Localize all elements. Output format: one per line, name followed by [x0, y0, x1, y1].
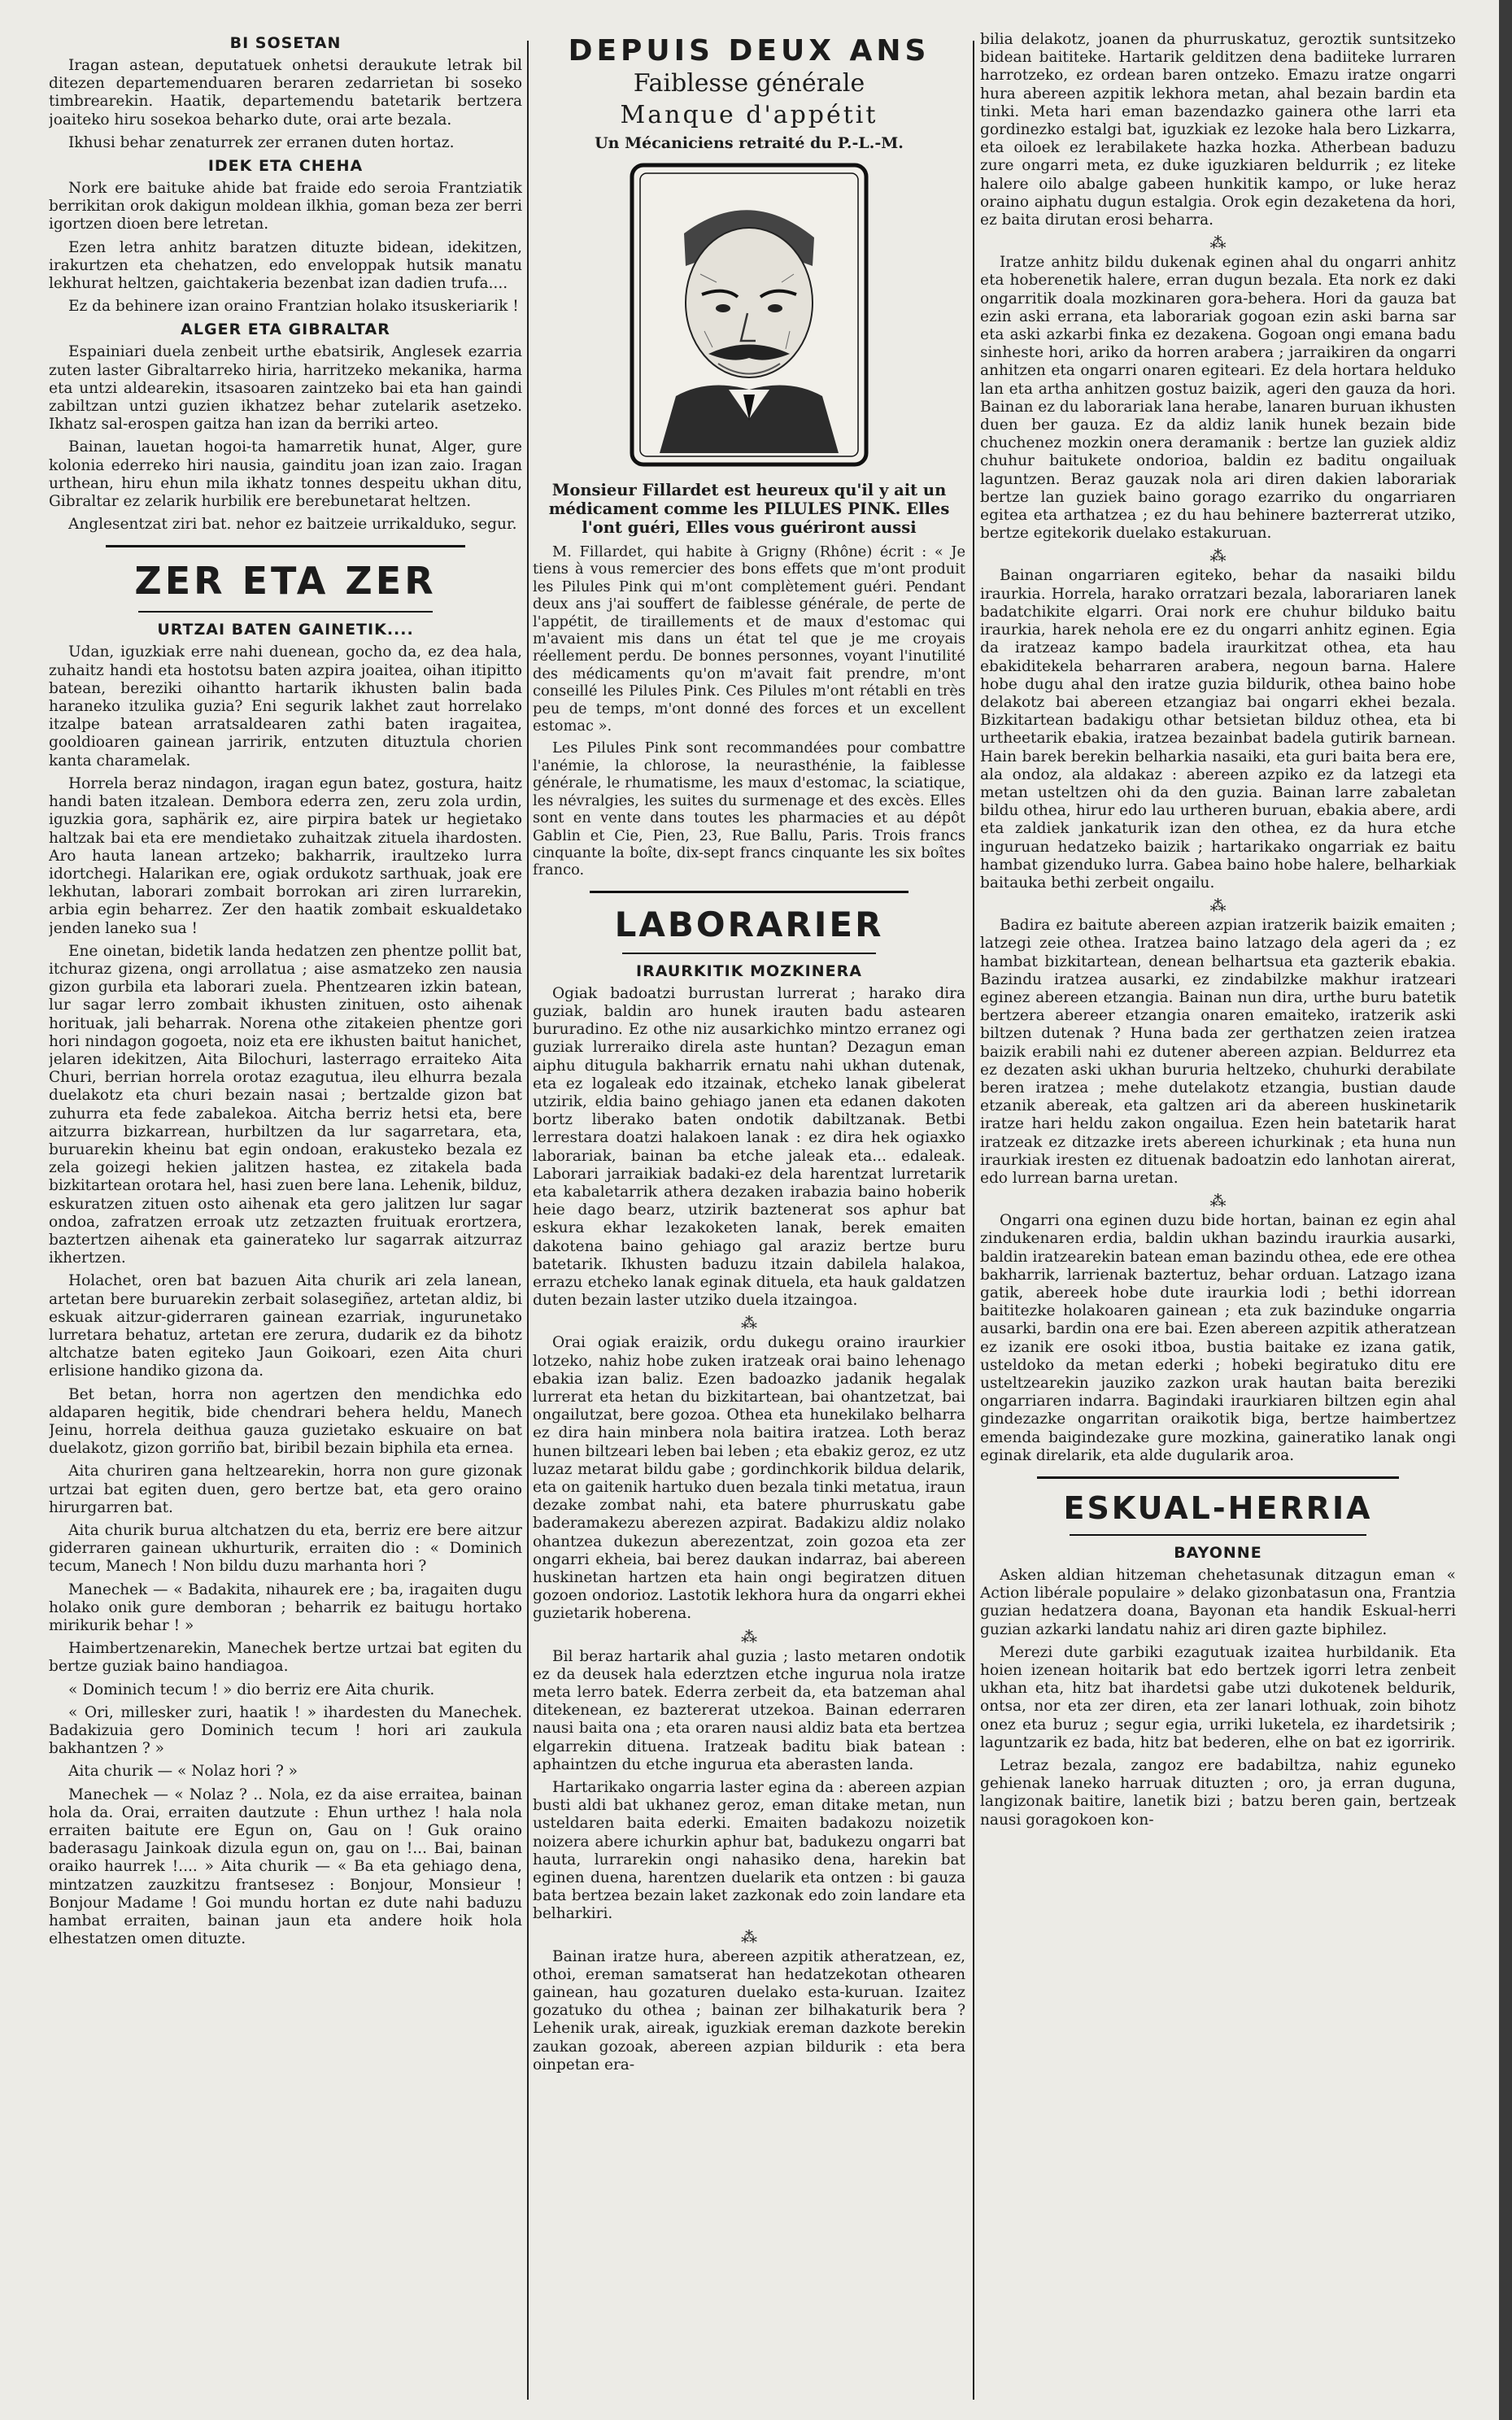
article-urtzai [49, 643, 522, 1948]
section-divider [1070, 1534, 1366, 1536]
paragraph: Bainan, lauetan hogoi-ta hamarretik hunat, Alger, gure kolonia ederreko hiri nausia, gainditu joan izan zaio. Iragan urthean, hiru ehun mila ikhatz tonnes despeitu ukhan ditu, Gibraltar ez zelarik hurbilik ere berebunetarat heltzen. [49, 438, 522, 511]
article-bi-sosetan [49, 57, 522, 152]
paragraph: Iragan astean, deputatuek onhetsi deraukute letrak bil ditezen departemenduaren beraren zedarrietan bi soseko timbrearekin. Haatik, departemendu batetarik bertzera joaiteko hiru sosekoa beharko dute, orai arte bezala. [49, 57, 522, 129]
headline-iraurkitik: IRAURKITIK MOZKINERA [636, 961, 862, 980]
paragraph: Bet betan, horra non agertzen den mendichka edo aldaparen hegitik, bide chendrari behera heldu, Manech Jeinu, horrela deithua gauza guzietako eskuaire on bat duelakotz, gizon gorriño bat, biribil bezain biphila eta ernea. [49, 1385, 522, 1458]
paragraph: Badira ez baitute abereen azpian iratzerik baizik emaiten ; latzegi zeie othea. Iratzea baino latzago dela ageri da ; ez hambat bizkitartean, denean belhartsua eta gazterik ebakia. Bazindu iratzea ausarki, ez zindabilzke makhur iratzeari eginez abereen etzangia. Bainan nun dira, urthe buru batetik bertzera abereer etzangia onaren emaiteko, iratzerik aski biltzen dutenak ? Huna bada zer gerthatzen zeien iratzea baizik erabili nahi ez dutener abereen azpian. Beldurrez eta ez dezaten aski ukhan bururia heltzeko, chuhurki derabilate beren iratzea ; mehe dutelakotz etzangia, bustian daude etzanik abereak, eta galtzen ari da abereen huskinetarik iratze hari heldu zakon ongailua. Ezen hein batetarik harat iratzeak ez ditzazke irets abereen ichurkinak ; eta huna nun iraurkiak iresten ez dituenak badoatzin edo lanhotan airerat, edo lurrean barna uretan. [980, 917, 1456, 1187]
paragraph: « Ori, millesker zuri, haatik ! » ihardesten du Manechek. Badakizuia gero Dominich tecum ! hori ari zaukula bakhantzen ? » [49, 1703, 522, 1758]
article-bayonne [980, 1567, 1456, 1829]
article-laborarier-continued [980, 31, 1456, 1465]
paragraph: Les Pilules Pink sont recommandées pour combattre l'anémie, la chlorose, la neurasthénie, la faiblesse générale, le rhumatisme, les maux d'estomac, la sciatique, les névralgies, les suites du surmenage et des excès. Elles sont en vente dans toutes les pharmacies et au dépôt Gablin et Cie, Pien, 23, Rue Ballu, Paris. Trois francs cinquante la boîte, dix-sept francs cinquante les six boîtes franco. [533, 739, 965, 879]
paragraph: Espainiari duela zenbeit urthe ebatsirik, Anglesek ezarria zuten laster Gibraltarreko hiria, harritzeko mekanika, harma eta untzi aldearekin, itsasoaren zaintzeko bai eta han gaindi zabiltzan untzi guzien ikhatzez behar zutelarik asetzeko. Ikhatz sal-erospen gaitza han izan da berriki arteo. [49, 343, 522, 434]
paragraph: Ez da behinere izan oraino Frantzian holako itsuskeriarik ! [68, 298, 519, 316]
column-middle [533, 31, 965, 2410]
paragraph: Aita churik — « Nolaz hori ? » [68, 1763, 298, 1781]
ad-tagline: Un Mécaniciens retraité du P.-L.-M. [595, 134, 904, 152]
asterism: ⁂ [1209, 896, 1227, 916]
paragraph: Merezi dute garbiki ezagutuak izaitea hurbildanik. Eta hoien izenean hoitarik bat edo bertzek igorri letra zenbeit ukhan eta, hitz bat ihardetsi gabe utzi dukotenek beldurik, ontsa, nor eta zer diren, eta zer lanari lothuak, zoin bihotz onez eta buruz ; segur egia, urriki luketela, ez ihardetsirik ; laguntzarik ez bada, hitz bat bederen, elhe on bat ez igorririk. [980, 1643, 1456, 1751]
paragraph: Asken aldian hitzeman chehetasunak ditzagun eman « Action libérale populaire » delako gizonbatasun ona, Frantzia guzian hedatzera doana, Bayonan eta handik Eskual-herri guzian azkarki landatu nahiz ari diren gazte biphilez. [980, 1567, 1456, 1638]
paragraph: Bainan iratze hura, abereen azpitik atheratzean, ez, othoi, ereman samatserat han hedatzekotan othearen gainean, hau gozaturen duelako esta-kuruan. Izaitez gozatuko du othea ; bainan zer bilhakaturik bera ? Lehenik urak, aireak, iguzkiak ereman dazkote berekin zaukan gozoak, abereen azpian bildurik : eta bera oinpetan era- [533, 1947, 965, 2073]
column-rule [973, 41, 974, 2400]
paragraph: Aita churiren gana heltzearekin, horra non gure gizonak urtzai bat egiten duen, gero bertze bat, eta gero oraino hirurgarren bat. [49, 1463, 522, 1516]
section-divider [622, 953, 876, 954]
column-right [980, 31, 1456, 2410]
paragraph: Ogiak badoatzi burrustan lurrerat ; harako dira guziak, baldin aro hunek irauten badu astearen bururadino. Ez othe niz ausarkichko mintzo erranez ogi guziak lurreraiko direla aste huntan? Dezagun eman aiphu ditugula bakharrik ernatu nahi ukhan dutenak, eta ez logaleak edo itzainak, etcheko lanak gibelerat utzirik, eldia baino gehiago janen eta edanen dakoten bortz liberako baten ondotik dabiltzanak. Betbi lerrestara doatzi halakoen lanak : ez dira hek ogiaxko laborariak, bainan ba etche jaleak eta... edaleak. Laborari jarraikiak badaki-ez dela harentzat lurretarik eta kabaletarrik athera dezaken irabazia baino hoberik heie dago bearz, utzirik baztenerat sos aphur bat eskura ekhar lezakoketen lanak, berek emaiten dakotena baino gehiago gal araziz bertze buru batetarik. Ikhusten baduzu itzain dabilela halakoa, errazu etcheko lanak eginak dituela, eta hauk galdatzen duten bezain laster utziko duela itzaingoa. [533, 984, 965, 1310]
section-divider [590, 891, 909, 893]
paragraph: Orai ogiak eraizik, ordu dukegu oraino iraurkier lotzeko, nahiz hobe zuken iratzeak orai baino lehenago ebakia izan baliz. Ezen badoazko jadanik hegalak lurrerat eta hetan du bizkitartean, bai ohantzetzat, bai ongailutzat, bere gozoa. Othea eta hunekilako belharra ez dira hain minbera nola baitira iratzea. Loth beraz hunen biltzeari leben bai leben ; eta ebakiz geroz, ez utz luzaz metarat bildu gabe ; gordinchkorik bildua delarik, eta on gaitenik hartuko duen bezala tinki metatua, iraun dezake zombat nahi, eta batere phurruskatu gabe baderamakezu aberezen azpirat. Badakizu aldiz nolako ohantzea dukezun aberezentzat, zoin gozoa eta zer ongarri ekheia, bai berez daukan indarraz, bai abereen huskinetan hartzen eta hain ongi begiratzen dituen gozoen ondorioz. Lastotik lekhora hura da ongarri ekhei guzietarik hoberena. [533, 1334, 965, 1623]
ad-headline: DEPUIS DEUX ANS [568, 34, 930, 68]
paragraph: Ezen letra anhitz baratzen dituzte bidean, idekitzen, irakurtzen eta chehatzen, edo enveloppak hutsik manatu lekhurat heltzen, gaichtakeria bezenbat izan dadien trufa.... [49, 238, 522, 293]
paragraph: Letraz bezala, zangoz ere badabiltza, nahiz eguneko gehienak laneko harruak dituzten ; oro, ja erran duguna, langizonak baitire, lanetik bizi ; batzu beren gain, bertzeak nausi goragokoen kon- [980, 1757, 1456, 1829]
paragraph: Hartarikako ongarria laster egina da : abereen azpian busti aldi bat ukhanez geroz, eman ditake metan, nun usteldaren baita ederki. Emaiten badakozu noizetik noizera abere ichurkin aphur bat, badukezu ongarri bat hauta, lurrarekin ongi nahasiko dena, harekin bat eginen duena, harentzen duelarik eta ontzen : bi gauza bata bertzea bezain laket zazkonak edo zoin landare eta belharkiri. [533, 1779, 965, 1923]
paragraph: Ikhusi behar zenaturrek zer erranen duten hortaz. [68, 133, 455, 151]
paragraph: Ene oinetan, bidetik landa hedatzen zen phentze pollit bat, itchuraz gizena, ongi arrollatua ; aise asmatzeko zen nausia gizon gurbila eta laborari zuela. Phentzearen izkin batean, lur sagar lerro zombait ikhusten zinituen, osto aihenak horituak, jali beharrak. Norena othe zitakeien phentze gori hori nindagon gogoeta, noiz eta ere ikhusten baitut hanichet, jelaren idekitzen, Aita Bilochuri, lasterrago erraiteko Aita Churi, berrian horrela orotaz ezagutua, ileu elhurra bezala duelakotz eta churi bezain nasai ; bertzalde gizon bat zuhurra eta fede zabalekoa. Aitcha berriz hetsi eta, bere aitzurra bizkarrean, hurbiltzen da lur sagarretara, eta, buruarekin kheinu bat egin ondoan, erakusteko bezala ez zela goizegi hekien jalitzen hastea, ez zitakela bada bizkitartean orotara hel, hasi zuen bere lana. Lehenik, bilduz, eskuratzen zituen osto aihenak eta gero jalitzen lur sagar ondoa, zafratzen erroak utz zetzazten fruituak erortzera, baztertzen aihenak eta gainerateko lur sagarrak aitzurraz ikhertzen. [49, 942, 522, 1267]
article-idek [49, 180, 522, 316]
asterism: ⁂ [741, 1313, 757, 1333]
column-rule [527, 41, 529, 2400]
section-title-eskual-herria: ESKUAL-HERRIA [1063, 1490, 1373, 1527]
paragraph: M. Fillardet, qui habite à Grigny (Rhône) écrit : « Je tiens à vous remercier des bons effets que m'ont produit les Pilules Pink qui m'ont complètement guéri. Pendant deux ans j'ai souffert de faiblesse générale, de perte de l'appétit, de tiraillements et de maux d'estomac qui m'avaient mis dans un état tel que je me croyais réellement perdu. De bonnes personnes, voyant l'inutilité des médicaments qu'on m'avait fait prendre, m'ont conseillé les Pilules Pink. Ces Pilules m'ont rétabli en très peu de temps, m'ont donné des forces et un excellent estomac ». [533, 543, 965, 735]
paragraph: Aita churik burua altchatzen du eta, berriz ere bere aitzur giderraren gainean ukhurturik, erraiten dio : « Dominich tecum, Manech ! Non bildu duzu marhanta hori ? [49, 1522, 522, 1576]
headline-alger-eta-gibraltar: ALGER ETA GIBRALTAR [181, 320, 390, 339]
article-laborarier [533, 985, 965, 2074]
asterism: ⁂ [1209, 1191, 1227, 1211]
asterism: ⁂ [741, 1626, 757, 1646]
advertisement-pilules-pink [533, 34, 965, 879]
paragraph: bilia delakotz, joanen da phurruskatuz, geroztik suntsitzeko bidean baititeke. Hartarik gelditzen dena badiiteke lurraren harrotzeko, ez ordean baren ontzeko. Emazu iratze ongarri hura abereen azpitik lekhora metan, ahal bezain bardin eta tinki. Meta hari eman bazendazko gainera othe larri eta gordinezko estalgi bat, iguzkiak ez lezoke hala bero Lizkarra, eta oiloek ez lerabilakete hazka hozka. Atherbean baduzu zure ongarri meta, ez duke iguzkiaren beldurrik ; ez liteke halere oilo abalge gabeen hunkitik kampo, or luke heraz oraino aiphatu dugun estalgia. Orok egin dezaketena da hori, ez baita dirutan erosi beharra. [980, 31, 1456, 229]
column-left [49, 31, 522, 2410]
article-alger [49, 343, 522, 534]
paragraph: Holachet, oren bat bazuen Aita churik ari zela lanean, artetan bere buruarekin zerbait solasegiñez, artetan aldiz, bi eskuak aitzur-giderraren gainean ezarriak, ingurunetako lurretara behatuz, artetan ere zerura, dudarik ez da bihotz altchatze baten egiteko Jaun Goikoari, ezen Aita churi erlisione handiko gizona da. [49, 1272, 522, 1380]
ad-body [533, 543, 965, 879]
paragraph: Horrela beraz nindagon, iragan egun batez, gostura, haitz handi baten itzalean. Dembora ederra zen, zeru zola urdin, iguzkia gora, saphärik ez, aire pirpira batek ur hegietako haltzak bai eta ere mendietako zuhaitzak zituela ihardosten. Aro hauta lanean artzeko; bakharrik, iraultzeko lurra idortchegi. Halarikan ere, ogiak ordukotz sarthuak, joak ere lekhutan, laborari zombait borrokan ari ziren lurrarekin, arbia egin beharrez. Zer den haatik zombait eskualdetako jenden laneko sua ! [49, 774, 522, 937]
ad-subheadline: Faiblesse générale [633, 69, 865, 98]
paragraph: Ongarri ona eginen duzu bide hortan, bainan ez egin ahal zindukenaren erdia, baldin ukhan bazindu iraurkia ausarki, baldin iratzearekin batean eman bazindu othea, ede ere othea bakharrik, larrienak baztertuz, behar orduan. Latzago izana gatik, abereek hobe dute iraurkia lodi ; bethi idorrean baititezke holakoaren gainean ; eta zuk bazinduke ongarria ausarki, bardin ona ere bai. Ezen abereen azpitik atheratzean ez izanik ere osoki itboa, bustia baitake ez izana gatik, usteldoko da metan ederki ; hobeki begiratuko ditu ere usteltzearekin jauziko zazkon urak hautan baita bereziki ongarriaren indarra. Bagindaki iraurkiaren biltzen egin ahal gindezazke ongarritan oraikotik biga, bertze haimbertzez emenda baigindezake gure mozkina, gaineratiko lanak ongi eginak direlarik, eta alde dugularik aroa. [980, 1212, 1456, 1464]
portrait-engraving [627, 160, 871, 469]
ad-subheadline: Manque d'appétit [620, 101, 878, 129]
paragraph: Iratze anhitz bildu dukenak eginen ahal du ongarri anhitz eta hoberenetik halere, erran dugun bezala. Eta nork ez daki ongarritik doala mozkinaren gora-behera. Hori da gauza bat ezin aski errana, eta laborariak gogoan ezin aski barna sar eta aski azkarbi finka ez dezakena. Gogoan ongi emana badu sinheste hori, ariko da horren arabera ; jarraikiren da ongarri anhitzen eta ongarri onaren egiteari. Ez dela hortara helduko lan eta artha anhitzen gostuz baizik, ageri den gauza da hori. Bainan ez du laborariak lana herabe, lanaren buruan ikhusten duen ber gauza. Ez da aldiz lanik hunek bezain bide chuchenez mozkin onera deramanik : bertze lan guziek aldiz chuhur baitukete ondorioa, baldin ez baditu ongailuak laguntzen. Beraz gauzak nola ari diren dakien laborariak bertze lan guziek baino gorago ezarriko du ongarriaren egitea eta arthatzea ; ez du hau behinere bazterrerat utziko, bertze egitekorik duelako estakuruan. [980, 254, 1456, 543]
section-divider [106, 545, 465, 547]
paragraph: Nork ere baituke ahide bat fraide edo seroia Frantziatik berrikitan orok dakigun moldean ilkhia, goman beza zer berri igortzen dioen bere letretan. [49, 180, 522, 233]
section-divider [138, 611, 433, 613]
asterism: ⁂ [741, 1926, 757, 1947]
paragraph: Bil beraz hartarik ahal guzia ; lasto metaren ondotik ez da deusek hala ederztzen etche ingurua nola iratze meta lerro batek. Ederra zerbeit da, eta batzeman ahal ditekenean, ez baztererat utzekoa. Bainan ederraren nausi baita ona ; eta oraren nausi aldiz bata eta bertzea elgarrekin dituena. Iratzeak baditu biak batean : aphaintzen du etche ingurua eta aberasten landa. [533, 1647, 965, 1773]
headline-urtzai: URTZAI BATEN GAINETIK.... [157, 621, 414, 639]
ad-caption: Monsieur Fillardet est heureux qu'il y ait un médicament comme les PILULES PINK. Elles l'ont guéri, Elles vous guériront aussi [548, 481, 950, 537]
asterism: ⁂ [1209, 546, 1227, 566]
headline-bayonne: BAYONNE [1174, 1544, 1262, 1563]
paragraph: Udan, iguzkiak erre nahi duenean, gocho da, ez dea hala, zuhaitz handi eta hostotsu baten azpira joaitea, oihan itipitto batean, bereziki oihantto hartarik ikhusten balin bada haraneko itzulika guzia? Eni segurik lakhet zaut horrelako itzalpe batean arratsaldearen zathi baten iragaitea, gooldioaren gainean jarririk, entzuten dituztula chorien kanta charamelak. [49, 643, 522, 770]
paragraph: Manechek — « Badakita, nihaurek ere ; ba, iragaiten dugu holako onik gure demboran ; beharrik ez baitugu hortako mirikurik behar ! » [49, 1581, 522, 1635]
paragraph: Haimbertzenarekin, Manechek bertze urtzai bat egiten du bertze guziak baino handiagoa. [49, 1640, 522, 1676]
paragraph: Manechek — « Nolaz ? .. Nola, ez da aise erraitea, bainan hola da. Orai, erraiten dautzute : Ehun urthez ! hala nola erraiten baitute ere Egun on, Gau on ! Guk oraino baderasagu Jainkoak dizula egun on, gau on !... Bai, bainan oraiko haurrek !.... » Aita churik — « Ba eta gehiago dena, mintzatzen zauzkitzu frantsesez : Bonjour, Monsieur ! Bonjour Madame ! Goi mundu hortan ez dute nahi baduzu hambat erraiten, bainan jaun eta andere hoik hola elhestatzen omen dituzte. [49, 1786, 522, 1948]
asterism: ⁂ [1209, 233, 1227, 253]
headline-idek-eta-cheha: IDEK ETA CHEHA [207, 157, 364, 176]
paragraph: Bainan ongarriaren egiteko, behar da nasaiki bildu iraurkia. Horrela, harako orratzari bezala, laborariaren lanek badatchikite elgarri. Orai nork ere chuhur bilduko baitu iraurkia, harek nehola ere ez du ongarri anhitz eginen. Egia da iratzeaz kampo badela iraurkitzat othea, eta hau ebakiditekela beharraren arabera, negoun barna. Halere hobe dugu ahal den iratze guzia bildurik, othea baino hobe delakotz bai abereen etzangiaz bai ongarri ekhei bezala. Bizkitartean badakigu othar betsietan bilduz othea, eta bi urtheetarik ebakia, iratzea bezainbat badela gutirik barnean. Hain barek berekin belharkia nasaiki, eta guri baita bera ere, ala ondoz, ala aldakaz : abereen azpiko ez da latzegi eta metan usteltzen ohi da den guzia. Bainan larre zabaletan bildu othea, hirur edo lau urtheren buruan, ebakia abere, ardi eta zaldiek jankaturik izan den othea, ez da hura etche inguruan hedatzeko baizik ; hartarikako ongarriak ez baitu hambat gizenduko lurra. Gabea baino hobe halere, belharkiak baitauka bethi zerbeit ongailu. [980, 567, 1456, 892]
section-title-laborarier: LABORARIER [614, 904, 884, 944]
section-divider [1037, 1476, 1399, 1479]
paragraph: « Dominich tecum ! » dio berriz ere Aita churik. [68, 1681, 435, 1698]
headline-bi-sosetan: BI SOSETAN [229, 34, 342, 52]
paragraph: Anglesentzat ziri bat. nehor ez baitzeie urrikalduko, segur. [68, 516, 517, 534]
section-title-zer-eta-zer: ZER ETA ZER [134, 559, 437, 604]
scan-edge [1499, 0, 1512, 2420]
